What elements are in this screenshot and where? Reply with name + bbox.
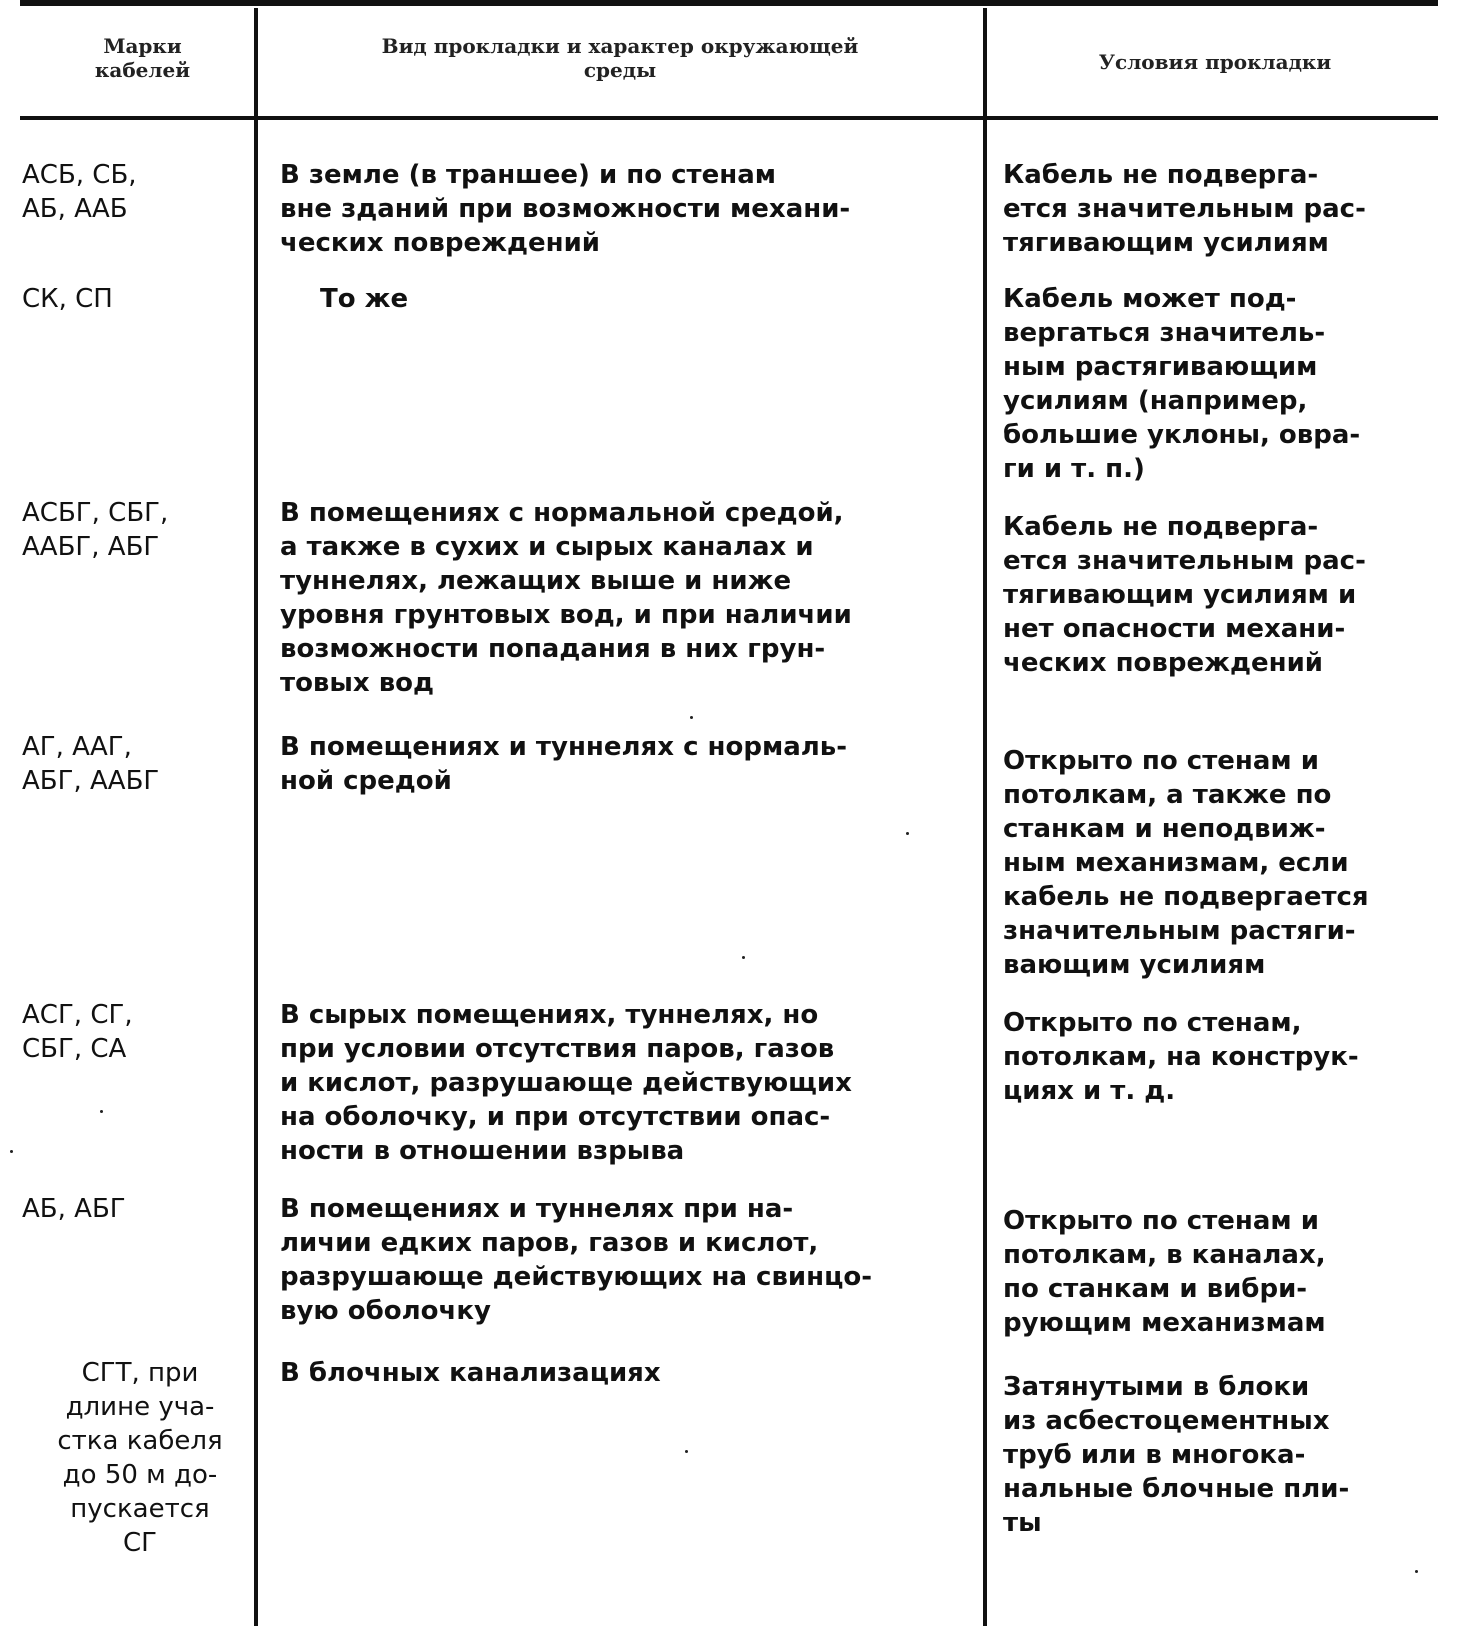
- row-5-medium: В сырых помещениях, туннелях, но при условии отсутствия паров, газов и кислот, разрушающе действующих на оболочку, и при отсутствии опас- ности в отношении взрыва: [280, 1000, 852, 1166]
- row-2-medium: То же: [320, 284, 409, 314]
- row-2-conditions: Кабель может под- вергаться значитель- ным растягивающим усилиям (например, большие уклоны, овра- ги и т. п.): [1003, 284, 1361, 484]
- row-4-brands: АГ, ААГ, АБГ, ААБГ: [22, 732, 160, 796]
- row-7-brands: СГТ, при длине уча- стка кабеля до 50 м до- пускается СГ: [57, 1358, 223, 1558]
- table-top-rule: [20, 0, 1438, 6]
- row-6-brands: АБ, АБГ: [22, 1194, 126, 1224]
- scan-speck: [10, 1150, 13, 1153]
- row-7-conditions: Затянутыми в блоки из асбестоцементных труб или в многока- нальные блочные пли- ты: [1003, 1372, 1350, 1538]
- row-4-conditions: Открыто по стенам и потолкам, а также по станкам и неподвиж- ным механизмам, если кабель не подвергается значительным растяги- вающим усилиям: [1003, 746, 1369, 980]
- row-5-conditions: Открыто по стенам, потолкам, на конструк- циях и т. д.: [1003, 1008, 1359, 1106]
- header-laying-conditions: Условия прокладки: [1098, 50, 1332, 74]
- row-1-brands: АСБ, СБ, АБ, ААБ: [22, 160, 137, 224]
- row-3-conditions: Кабель не подверга- ется значительным рас- тягивающим усилиям и нет опасности механи- ческих повреждений: [1003, 512, 1366, 678]
- row-7-medium: В блочных канализациях: [280, 1358, 661, 1388]
- scan-speck: [685, 1450, 688, 1453]
- scan-speck: [906, 832, 909, 835]
- scan-speck: [690, 716, 693, 719]
- scan-speck: [1415, 1570, 1418, 1573]
- row-4-medium: В помещениях и туннелях с нормаль- ной средой: [280, 732, 848, 796]
- row-1-conditions: Кабель не подверга- ется значительным рас- тягивающим усилиям: [1003, 160, 1366, 258]
- row-6-medium: В помещениях и туннелях при на- личии едких паров, газов и кислот, разрушающе действующих на свинцо- вую оболочку: [280, 1194, 873, 1326]
- scan-speck: [100, 1110, 103, 1113]
- row-3-medium: В помещениях с нормальной средой, а также в сухих и сырых каналах и туннелях, лежащих выше и ниже уровня грунтовых вод, и при наличии возможности попадания в них грун- товых вод: [280, 498, 852, 698]
- row-5-brands: АСГ, СГ, СБГ, СА: [22, 1000, 133, 1064]
- header-cable-brands: Марки кабелей: [94, 34, 191, 82]
- row-6-conditions: Открыто по стенам и потолкам, в каналах, по станкам и вибри- рующим механизмам: [1003, 1206, 1326, 1338]
- row-3-brands: АСБГ, СБГ, ААБГ, АБГ: [22, 498, 169, 562]
- scan-speck: [742, 956, 745, 959]
- column-divider-2: [983, 8, 987, 1626]
- table-header-rule: [20, 116, 1438, 120]
- column-divider-1: [254, 8, 258, 1626]
- row-2-brands: СК, СП: [22, 284, 113, 314]
- header-laying-type: Вид прокладки и характер окружающей среды: [381, 34, 859, 82]
- row-1-medium: В земле (в траншее) и по стенам вне зданий при возможности механи- ческих повреждений: [280, 160, 851, 258]
